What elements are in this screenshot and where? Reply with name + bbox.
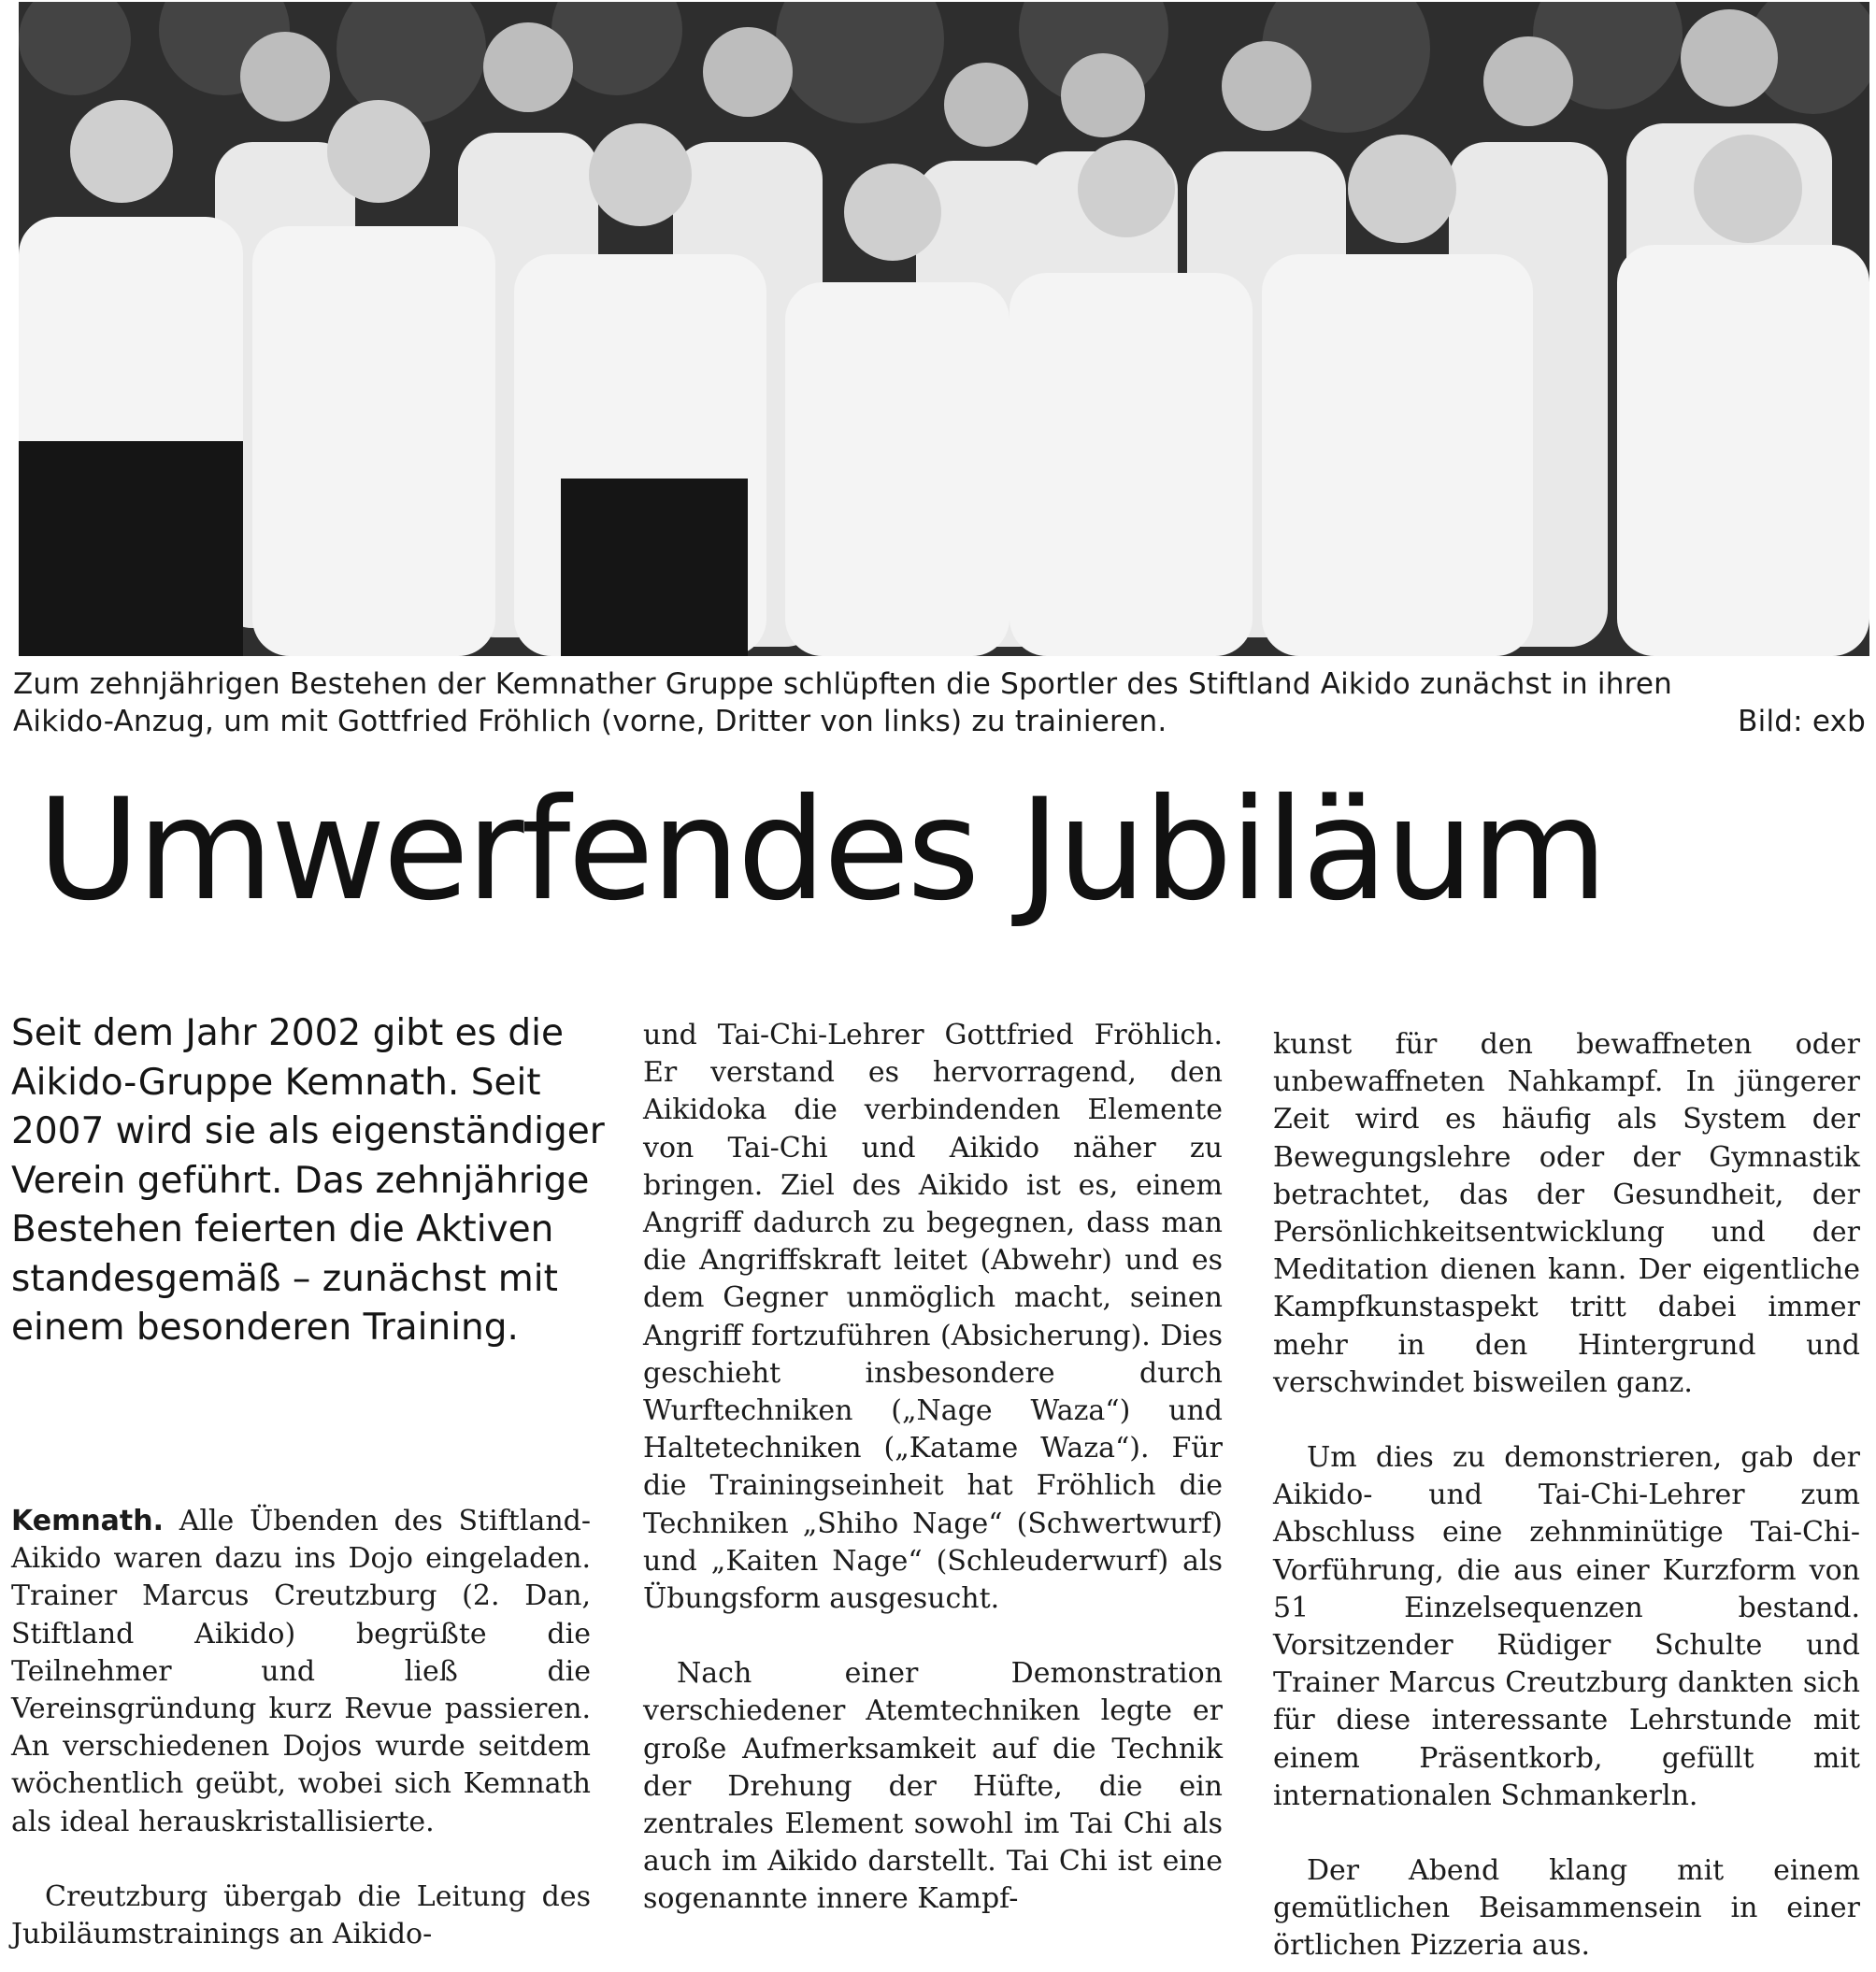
photo-credit: Bild: exb bbox=[1738, 705, 1866, 738]
paragraph: kunst für den bewaffneten oder unbewaffneten Nahkampf. In jüngerer Zeit wird es häufig als System der Bewegungslehre oder der Gymnastik betrachtet, das der Gesundheit, der Persönlichkeitsentwicklung und der Meditation dienen kann. Der eigentliche Kampfkunstaspekt tritt dabei immer mehr in den Hintergrund und verschwindet bisweilen ganz. bbox=[1273, 1028, 1860, 1399]
paragraph-text: Alle Übenden des Stiftland-Aikido waren dazu ins Dojo eingeladen. Trainer Marcus Creutzburg (2. Dan, Stiftland Aikido) begrüßte die Teilnehmer und ließ die Vereinsgründung kurz Revue passieren. An verschiedenen Dojos wurde seitdem wöchentlich geübt, wobei sich Kemnath als ideal herauskristallisierte. bbox=[11, 1505, 591, 1838]
article-column-1 bbox=[11, 1503, 591, 1953]
paragraph: Nach einer Demonstration verschiedener Atemtechniken legte er große Aufmerksamkeit auf die Technik der Drehung der Hüfte, die ein zentrales Element sowohl im Tai Chi als auch im Aikido darstellt. Tai Chi ist eine sogenannte innere Kampf- bbox=[643, 1657, 1223, 1916]
article-column-2 bbox=[643, 1017, 1223, 1919]
paragraph: und Tai-Chi-Lehrer Gottfried Fröhlich. Er verstand es hervorragend, den Aikidoka die verbindenden Elemente von Tai-Chi und Aikido näher zu bringen. Ziel des Aikido ist es, einem Angriff dadurch zu begegnen, dass man die Angriffskraft leitet (Abwehr) und es dem Gegner unmöglich macht, seinen Angriff fortzuführen (Absicherung). Dies geschieht insbesondere durch Wurftechniken („Nage Waza“) und Haltetechniken („Katame Waza“). Für die Trainingseinheit hat Fröhlich die Techniken „Shiho Nage“ (Schwertwurf) und „Kaiten Nage“ (Schleuderwurf) als Übungsform ausgesucht. bbox=[643, 1019, 1223, 1616]
headline: Umwerfendes Jubiläum bbox=[37, 769, 1606, 932]
article-column-3 bbox=[1273, 1026, 1860, 1965]
photo-caption bbox=[13, 665, 1866, 740]
caption-line-1: Zum zehnjährigen Bestehen der Kemnather Gruppe schlüpften die Sportler des Stiftland Aikido zunächst in ihren bbox=[13, 667, 1672, 701]
group-photo-aikido-icon bbox=[19, 2, 1869, 656]
dateline: Kemnath. bbox=[11, 1505, 165, 1537]
paragraph: Creutzburg übergab die Leitung des Jubiläumstrainings an Aikido- bbox=[11, 1879, 591, 1951]
group-photo bbox=[19, 2, 1869, 656]
paragraph: Um dies zu demonstrieren, gab der Aikido- und Tai-Chi-Lehrer zum Abschluss eine zehnminütige Tai-Chi-Vorführung, die aus einer Kurzform von 51 Einzelsequenzen bestand. Vorsitzender Rüdiger Schulte und Trainer Marcus Creutzburg dankten sich für diese interessante Lehrstunde mit einem Präsentkorb, gefüllt mit internationalen Schmankerln. bbox=[1273, 1441, 1860, 1812]
lead-paragraph: Seit dem Jahr 2002 gibt es die Aikido-Gruppe Kemnath. Seit 2007 wird sie als eigenständiger Verein geführt. Das zehnjährige Bestehen feierten die Aktiven standesgemäß – zunächst mit einem besonderen Training. bbox=[11, 1012, 605, 1349]
paragraph: Der Abend klang mit einem gemütlichen Beisammensein in einer örtlichen Pizzeria aus. bbox=[1273, 1854, 1860, 1963]
paragraph bbox=[11, 1503, 591, 1841]
caption-line-2: Aikido-Anzug, um mit Gottfried Fröhlich (vorne, Dritter von links) zu trainieren. bbox=[13, 705, 1167, 738]
